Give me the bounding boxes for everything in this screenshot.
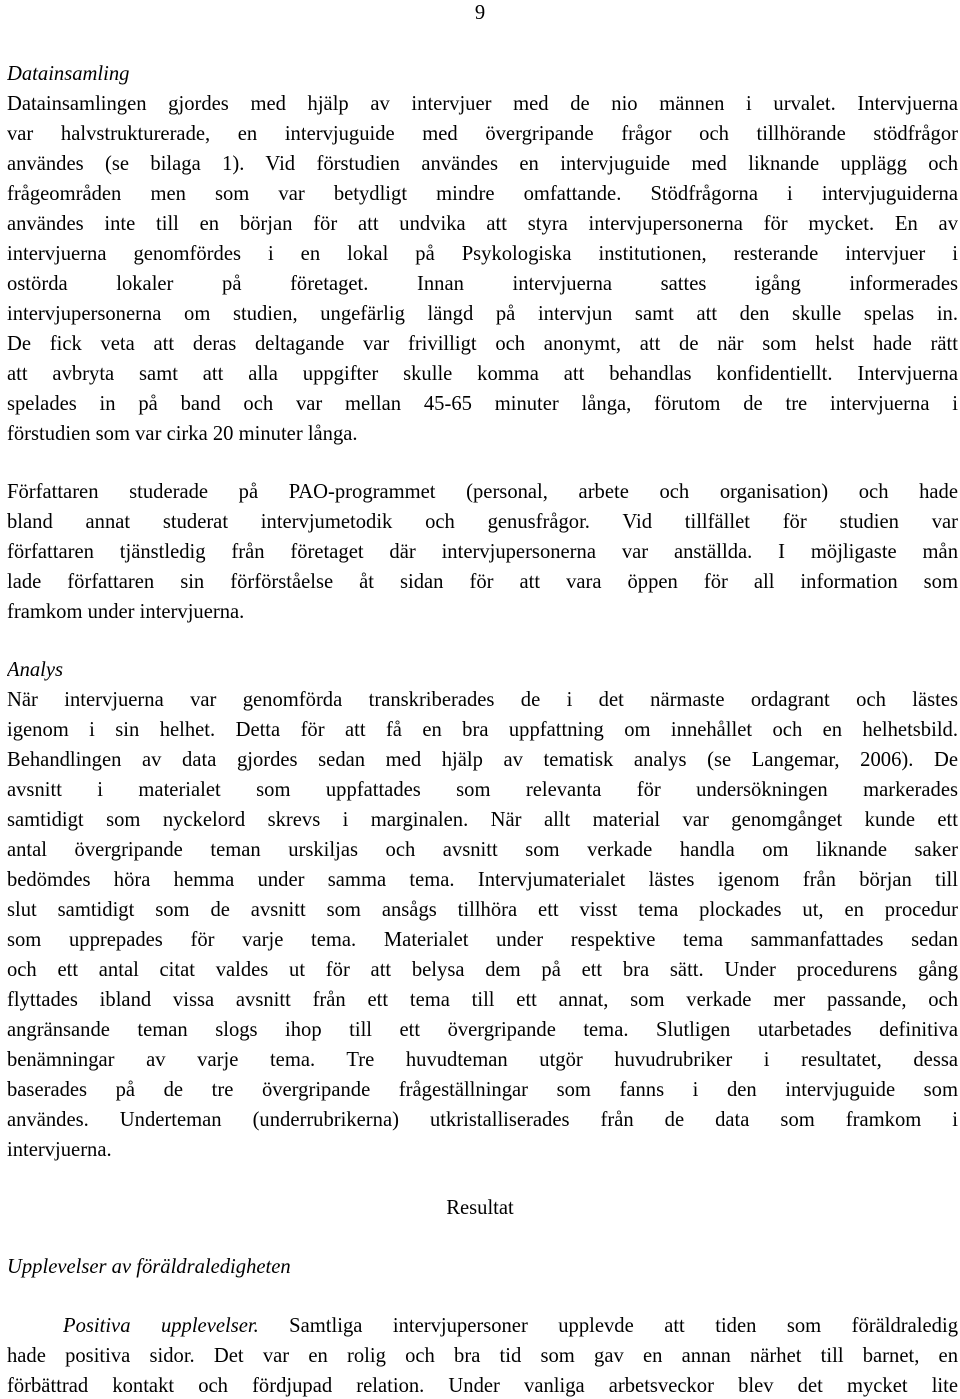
- text-line: angränsande teman slogs ihop till ett övergripande tema. Slutligen utarbetades definitiva: [7, 1019, 958, 1041]
- text-line: som upprepades för varje tema. Materialet under respektive tema sammanfattades sedan: [7, 929, 958, 951]
- text-line: När intervjuerna var genomförda transkriberades de i det närmaste ordagrant och lästes: [7, 689, 958, 711]
- text-line: användes. Underteman (underrubrikerna) utkristalliserades från de data som framkom i: [7, 1109, 958, 1131]
- text-line: bland annat studerat intervjumetodik och genusfrågor. Vid tillfället för studien var: [7, 511, 958, 533]
- text-line: [63, 1313, 958, 1339]
- text-line: användes (se bilaga 1). Vid förstudien användes en intervjuguide med liknande upplägg och: [7, 153, 958, 175]
- text-line: och ett antal citat valdes ut för att belysa dem på ett bra sätt. Under procedurens gång: [7, 959, 958, 981]
- text-line: lade författaren sin förförståelse åt sidan för att vara öppen för all information som: [7, 571, 958, 593]
- text-line: ostörda lokaler på företaget. Innan intervjuerna sattes igång informerades: [7, 273, 958, 295]
- text-line: bedömdes höra hemma under samma tema. Intervjumaterialet lästes igenom från början till: [7, 869, 958, 891]
- text-line: De fick veta att deras deltagande var frivilligt och anonymt, att de när som helst hade rätt: [7, 333, 958, 355]
- text-line: intervjuerna.: [7, 1139, 112, 1161]
- positive-label: Positiva upplevelser.: [63, 1315, 259, 1337]
- positive-first-line-text: Samtliga intervjupersoner upplevde att tiden som föräldraledig: [258, 1315, 958, 1337]
- text-line: hade positiva sidor. Det var en rolig och bra tid som gav en annan närhet till barnet, en: [7, 1345, 958, 1367]
- text-line: Författaren studerade på PAO-programmet (personal, arbete och organisation) och hade: [7, 481, 958, 503]
- text-line: antal övergripande teman urskiljas och avsnitt som verkade handla om liknande saker: [7, 839, 958, 861]
- text-line: förbättrad kontakt och fördjupad relation. Under vanliga arbetsveckor blev det mycket lite: [7, 1375, 958, 1397]
- text-line: samtidigt som nyckelord skrevs i marginalen. När allt material var genomgånget kunde ett: [7, 809, 958, 831]
- text-line: spelades in på band och var mellan 45-65 minuter långa, förutom de tre intervjuerna i: [7, 393, 958, 415]
- text-line: igenom i sin helhet. Detta för att få en bra uppfattning om innehållet och en helhetsbild.: [7, 719, 958, 741]
- section-heading-analys: Analys: [7, 659, 64, 681]
- text-line: Behandlingen av data gjordes sedan med hjälp av tematisk analys (se Langemar, 2006). De: [7, 749, 958, 771]
- text-line: benämningar av varje tema. Tre huvudteman utgör huvudrubriker i resultatet, dessa: [7, 1049, 958, 1071]
- text-line: Datainsamlingen gjordes med hjälp av intervjuer med de nio männen i urvalet. Intervjuerna: [7, 93, 958, 115]
- text-line: slut samtidigt som de avsnitt som ansågs tillhöra ett visst tema plockades ut, en procedur: [7, 899, 958, 921]
- text-line: avsnitt i materialet som uppfattades som relevanta för undersökningen markerades: [7, 779, 958, 801]
- subheading-upplevelser: Upplevelser av föräldraledigheten: [7, 1256, 291, 1278]
- section-heading-datainsamling: Datainsamling: [7, 63, 130, 85]
- text-line: flyttades ibland vissa avsnitt från ett tema till ett annat, som verkade mer passande, och: [7, 989, 958, 1011]
- text-line: författaren tjänstledig från företaget där intervjupersonerna var anställda. I möjligaste mån: [7, 541, 958, 563]
- text-line: intervjupersonerna om studien, ungefärlig längd på intervjun samt att den skulle spelas in.: [7, 303, 958, 325]
- text-line: framkom under intervjuerna.: [7, 601, 245, 623]
- text-line: var halvstrukturerade, en intervjuguide med övergripande frågor och tillhörande stödfrågor: [7, 123, 958, 145]
- text-line: användes inte till en början för att undvika att styra intervjupersonerna för mycket. En av: [7, 213, 958, 235]
- section-heading-resultat: Resultat: [446, 1197, 514, 1219]
- text-line: frågeområden men som var betydligt mindre omfattande. Stödfrågorna i intervjuguiderna: [7, 183, 958, 205]
- text-line: baserades på de tre övergripande frågeställningar som fanns i den intervjuguide som: [7, 1079, 958, 1101]
- text-line: intervjuerna genomfördes i en lokal på Psykologiska institutionen, resterande intervjuer i: [7, 243, 958, 265]
- text-line: förstudien som var cirka 20 minuter långa.: [7, 423, 358, 445]
- page-number: 9: [474, 2, 486, 24]
- text-line: att avbryta samt att alla uppgifter skulle komma att behandlas konfidentiellt. Intervjuerna: [7, 363, 958, 385]
